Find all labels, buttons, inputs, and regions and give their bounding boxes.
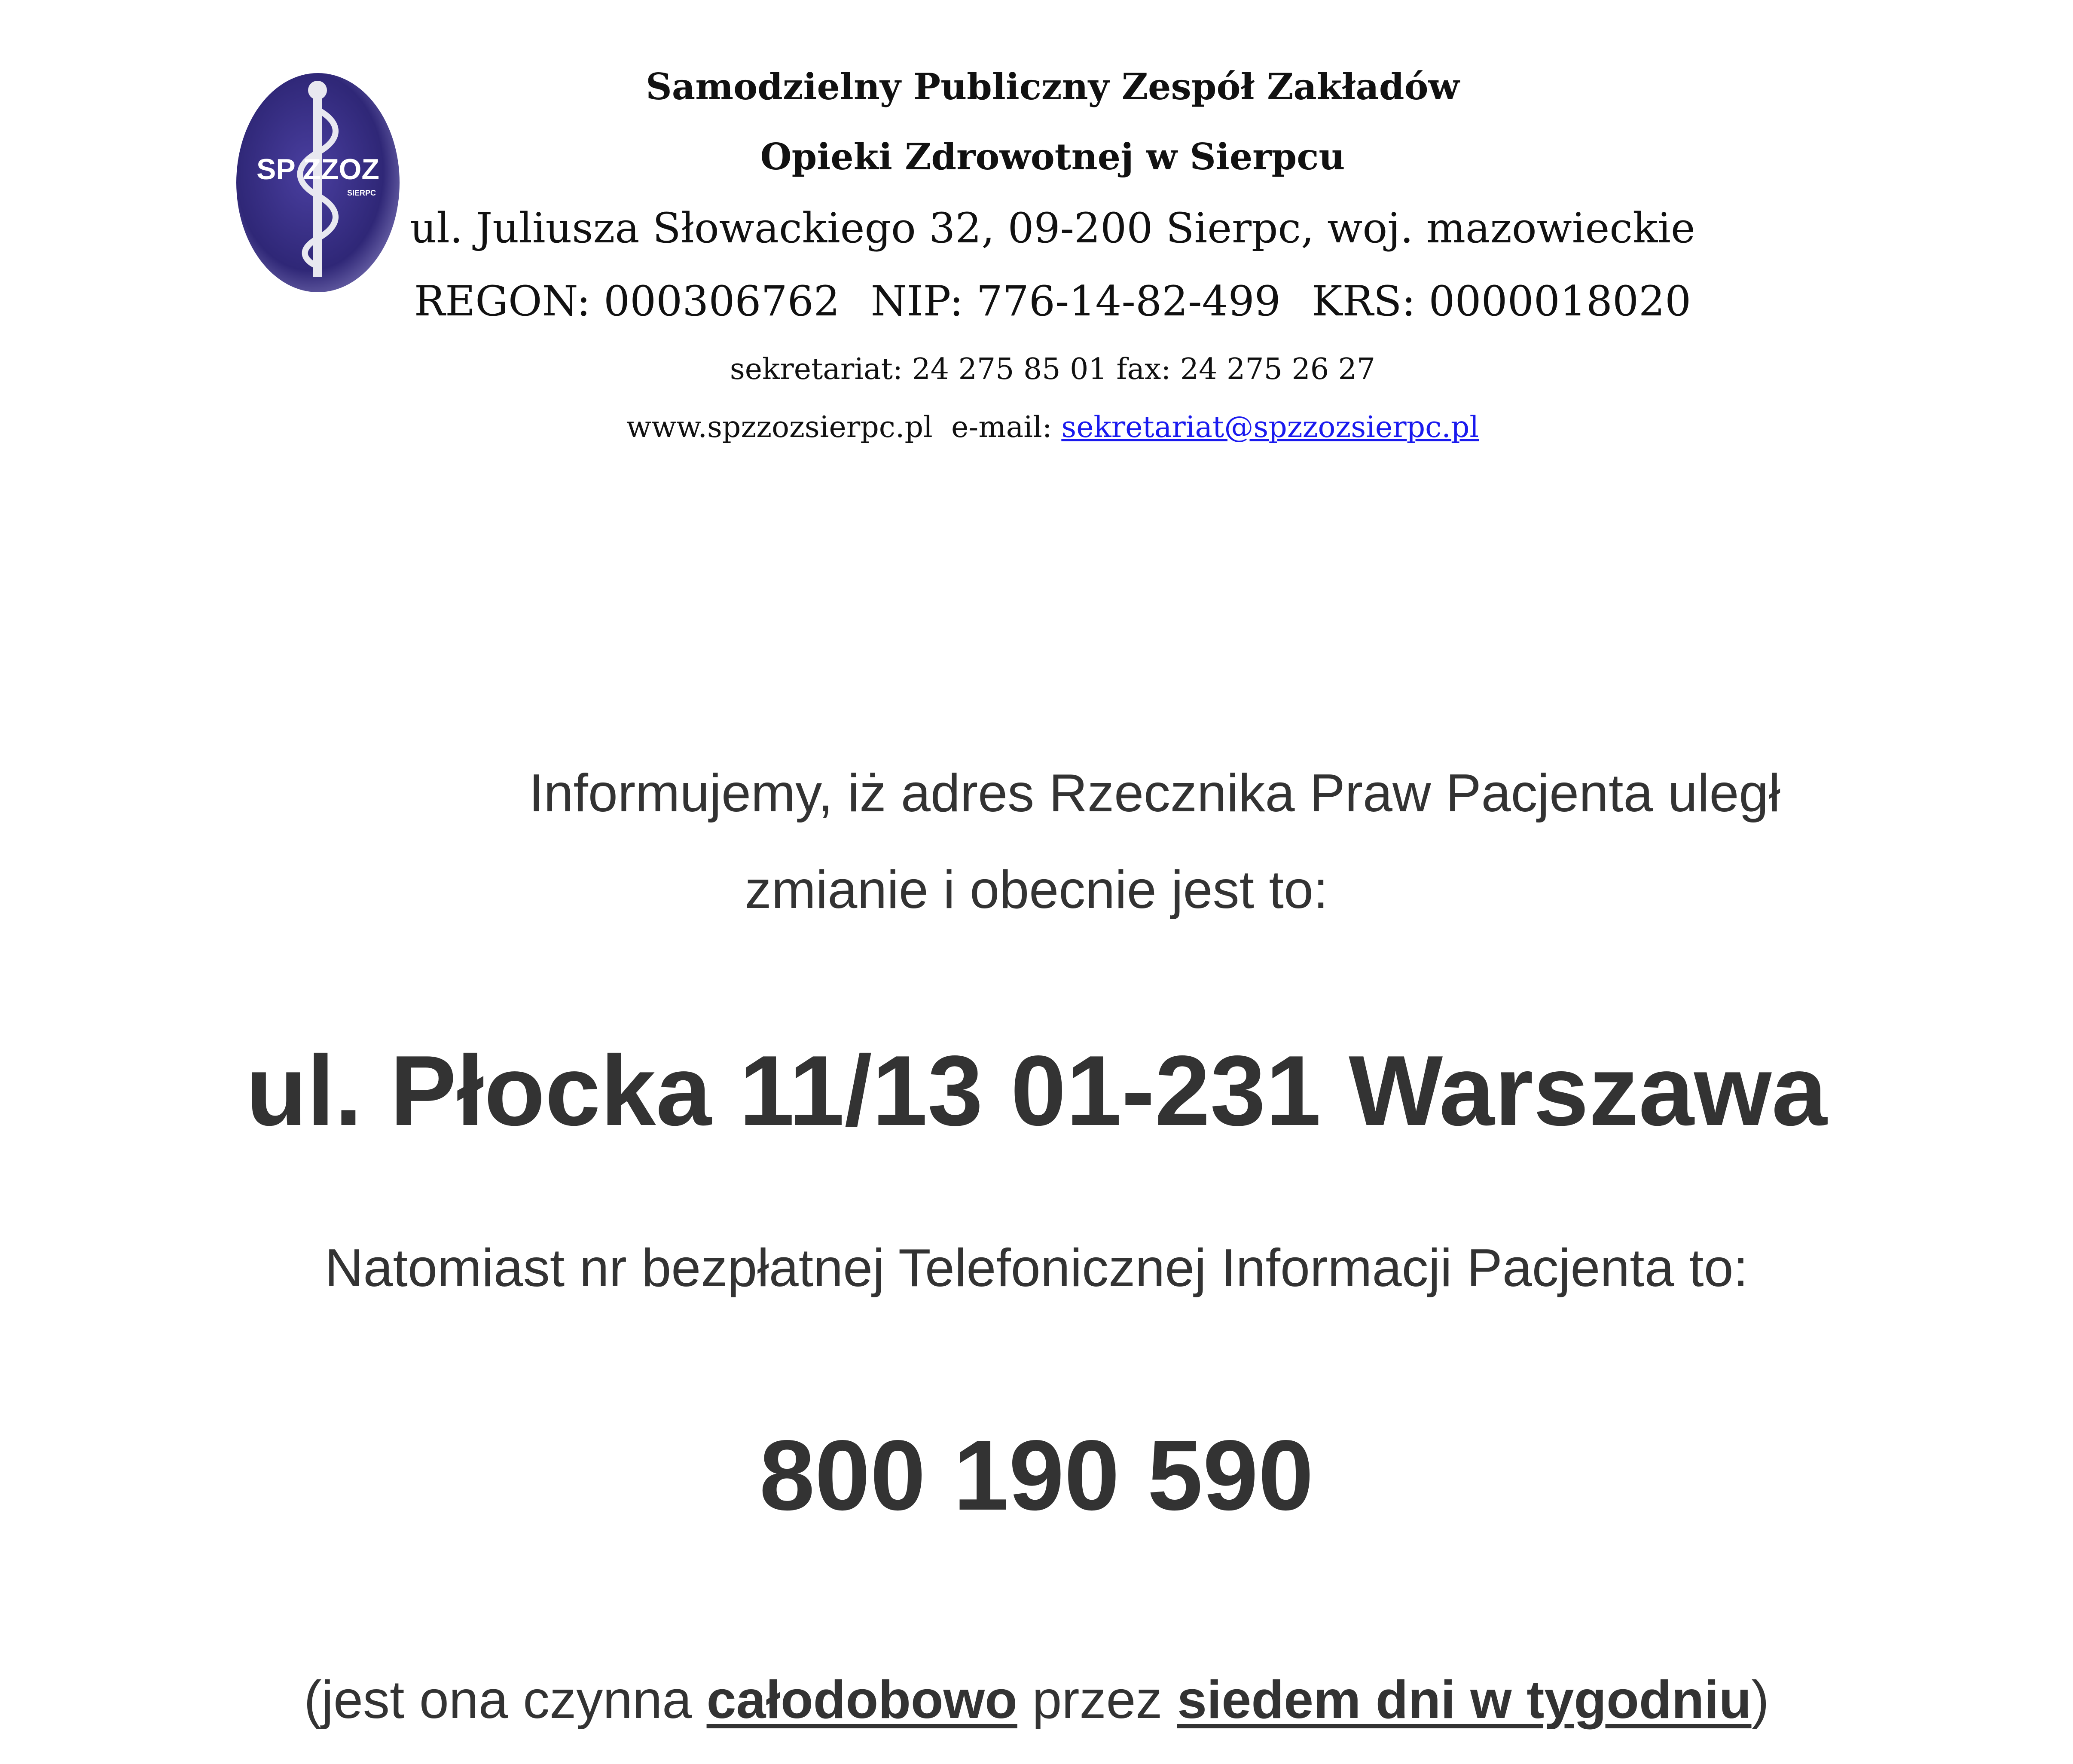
hours-part3: ): [1751, 1670, 1769, 1730]
email-link[interactable]: sekretariat@spzzozsierpc.pl: [1061, 410, 1479, 444]
krs-number: KRS: 0000018020: [1311, 277, 1691, 325]
institution-address: ul. Juliusza Słowackiego 32, 09-200 Sierpc, woj. mazowieckie: [410, 204, 1695, 252]
phone-intro: Natomiast nr bezpłatnej Telefonicznej Informacji Pacjenta to:: [324, 1238, 1748, 1298]
hours-bold1: całodobowo: [706, 1670, 1017, 1730]
regon-number: REGON: 000306762: [414, 277, 840, 325]
hours-part1: (jest ona czynna: [304, 1670, 707, 1730]
hours-info: [0, 1669, 2073, 1730]
registration-ids: [387, 277, 1719, 325]
logo-subtext: SIERPC: [347, 189, 376, 197]
info-line2: zmianie i obecnie jest to:: [745, 860, 1328, 920]
email-label: e-mail:: [951, 410, 1052, 444]
hours-part2: przez: [1017, 1670, 1177, 1730]
hours-bold2: siedem dni w tygodniu: [1177, 1670, 1752, 1730]
web-contact: [387, 410, 1719, 444]
website-url: www.spzzozsierpc.pl: [626, 410, 933, 444]
spzoz-caduceus-logo-icon: [234, 71, 402, 294]
phone-fax: sekretariat: 24 275 85 01 fax: 24 275 26 27: [730, 352, 1376, 386]
phone-number: 800 190 590: [759, 1420, 1314, 1531]
institution-name-line1: Samodzielny Publiczny Zespół Zakładów: [646, 65, 1459, 108]
info-line1: Informujemy, iż adres Rzecznika Praw Pacjenta uległ: [529, 764, 1780, 823]
new-address: ul. Płocka 11/13 01-231 Warszawa: [246, 1035, 1827, 1146]
logo-text: SP ZZOZ: [256, 153, 379, 186]
institution-name-line2: Opieki Zdrowotnej w Sierpcu: [760, 135, 1345, 178]
nip-number: NIP: 776-14-82-499: [870, 277, 1281, 325]
